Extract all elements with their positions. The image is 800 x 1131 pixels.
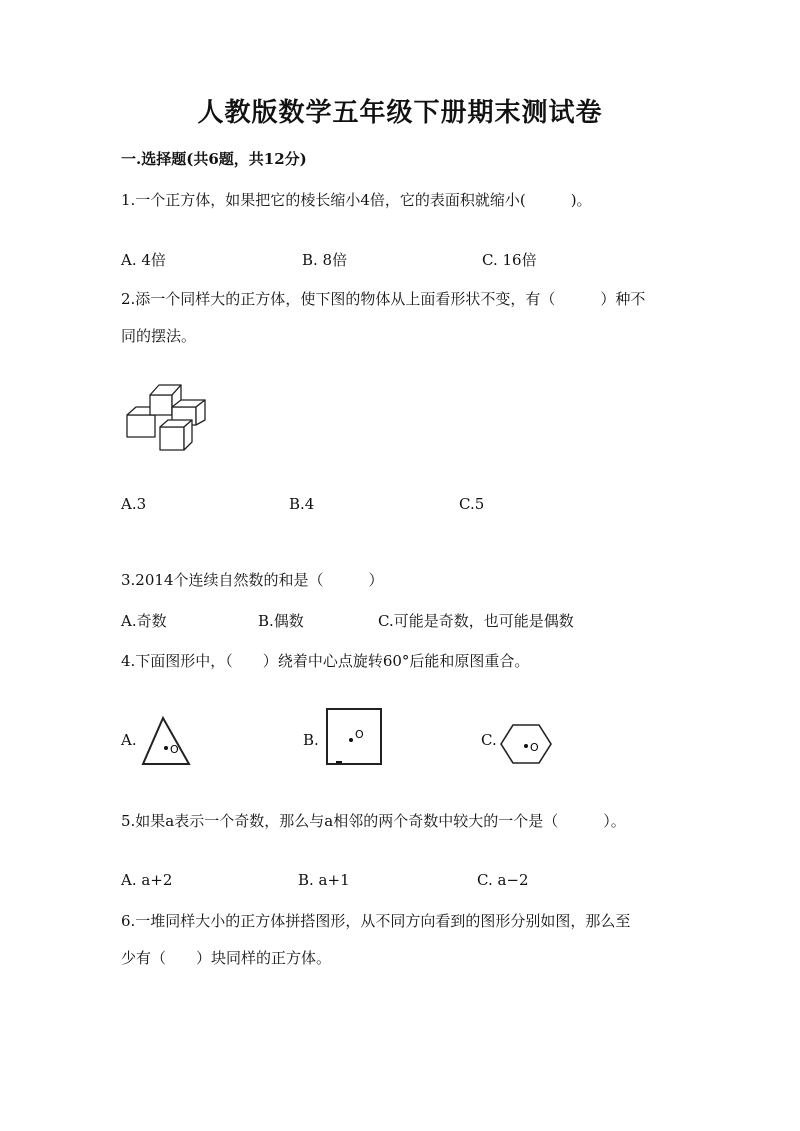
question-6-text-line1: 6.一堆同样大小的正方体拼搭图形，从不同方向看到的图形分别如图，那么至 xyxy=(121,912,631,930)
question-5-text: 5.如果a表示一个奇数，那么与a相邻的两个奇数中较大的一个是（ ）。 xyxy=(121,812,626,830)
question-3-option-a: A.奇数 xyxy=(121,612,167,630)
question-2-text-line1: 2.添一个同样大的正方体，使下图的物体从上面看形状不变，有（ ）种不 xyxy=(121,290,646,308)
square-shape xyxy=(326,708,382,766)
question-3-option-c: C.可能是奇数，也可能是偶数 xyxy=(378,612,574,630)
question-5-option-a: A. a+2 xyxy=(121,871,173,889)
page-title: 人教版数学五年级下册期末测试卷 xyxy=(197,98,603,128)
question-1-option-b: B. 8倍 xyxy=(302,251,348,269)
question-4-text: 4.下面图形中，（ ）绕着中心点旋转60°后能和原图重合。 xyxy=(121,652,530,670)
question-2-option-b: B.4 xyxy=(289,495,315,513)
triangle-shape xyxy=(141,716,191,766)
question-5-option-c: C. a−2 xyxy=(477,871,529,889)
triangle-center-label: O xyxy=(170,743,179,756)
cube-stack-figure xyxy=(120,380,215,455)
section-heading: 一.选择题(共6题，共12分) xyxy=(121,150,307,168)
question-5-option-b: B. a+1 xyxy=(298,871,350,889)
question-6-text-line2: 少有（ ）块同样的正方体。 xyxy=(121,949,332,967)
question-3-text: 3.2014个连续自然数的和是（ ） xyxy=(121,571,384,589)
question-1-option-a: A. 4倍 xyxy=(121,251,166,269)
question-1-option-c: C. 16倍 xyxy=(482,251,537,269)
question-3-option-b: B.偶数 xyxy=(258,612,304,630)
hexagon-center-label: O xyxy=(530,741,539,754)
square-center-label: O xyxy=(355,728,364,741)
question-2-option-c: C.5 xyxy=(459,495,485,513)
question-1-text: 1.一个正方体，如果把它的棱长缩小4倍，它的表面积就缩小( )。 xyxy=(121,191,592,209)
question-4-option-a: A. xyxy=(121,731,137,749)
question-2-text-line2: 同的摆法。 xyxy=(121,327,197,345)
question-2-option-a: A.3 xyxy=(121,495,147,513)
question-4-option-c: C. xyxy=(481,731,497,749)
question-4-option-b: B. xyxy=(303,731,319,749)
hexagon-shape xyxy=(500,723,552,765)
